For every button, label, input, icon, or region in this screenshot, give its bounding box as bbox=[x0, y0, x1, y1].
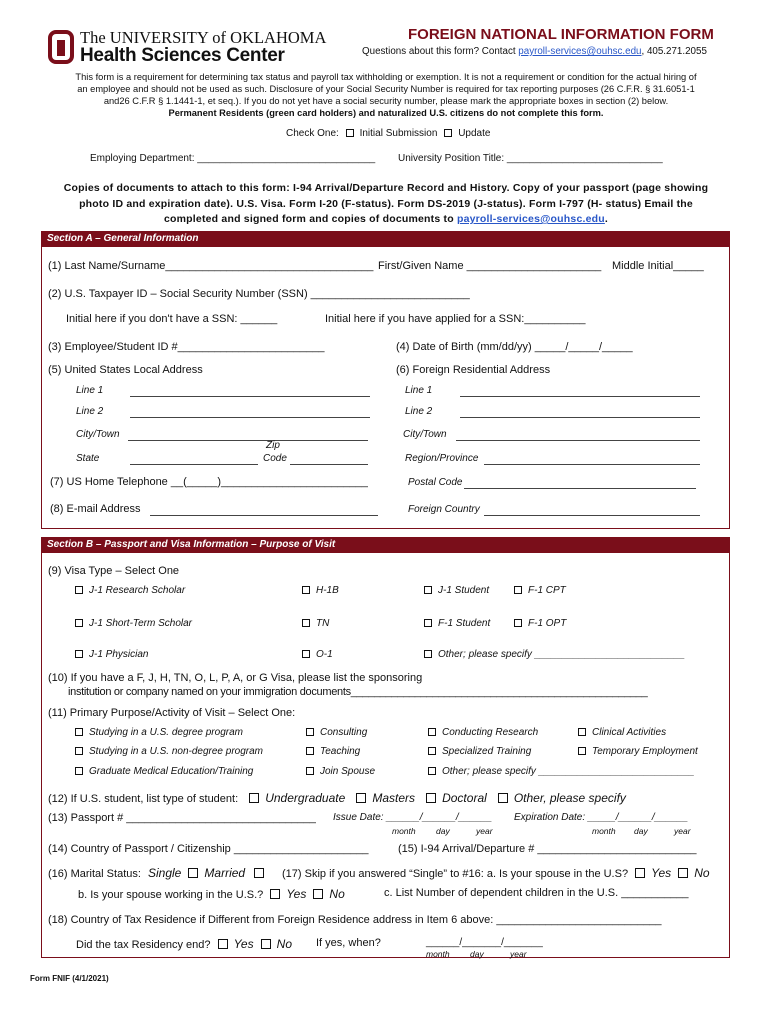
purpose-clinical-checkbox[interactable] bbox=[578, 728, 586, 736]
purpose-option[interactable] bbox=[306, 727, 367, 738]
purpose-training-checkbox[interactable] bbox=[428, 747, 436, 755]
visa-option[interactable] bbox=[75, 618, 192, 629]
visa-option[interactable] bbox=[75, 649, 148, 660]
visa-option[interactable] bbox=[302, 585, 339, 596]
spouse-in-us-yes-checkbox[interactable] bbox=[635, 868, 645, 878]
form-title: FOREIGN NATIONAL INFORMATION FORM bbox=[408, 26, 714, 43]
contact-email-link[interactable]: payroll-services@ouhsc.edu bbox=[518, 46, 642, 57]
spouse-working-no-checkbox[interactable] bbox=[313, 889, 323, 899]
purpose-temp-employment-checkbox[interactable] bbox=[578, 747, 586, 755]
tax-end-month-label: month bbox=[426, 949, 450, 959]
check-one-label: Check One: bbox=[286, 128, 339, 139]
region-input[interactable] bbox=[484, 464, 700, 465]
yes-label: Yes bbox=[286, 887, 307, 901]
section-b-header: Section B – Passport and Visa Information – Purpose of Visit bbox=[41, 537, 730, 553]
tax-residency-end-row bbox=[76, 937, 292, 951]
other-student-label: Other, please specify bbox=[513, 791, 626, 805]
email-input[interactable] bbox=[150, 515, 378, 516]
tax-residence-country-field[interactable]: (18) Country of Tax Residence if Different from Foreign Residence address in Item 6 above: ___________________________ bbox=[48, 914, 662, 926]
spouse-working-label: b. Is your spouse working in the U.S.? bbox=[78, 889, 264, 901]
copies-line3-prefix: completed and signed form and copies of documents to bbox=[163, 213, 457, 225]
visa-j1-research-checkbox[interactable] bbox=[75, 586, 83, 594]
visa-option[interactable] bbox=[75, 585, 185, 596]
purpose-label: Join Spouse bbox=[320, 766, 376, 777]
visa-option[interactable] bbox=[514, 585, 566, 596]
center-name: Health Sciences Center bbox=[80, 45, 285, 66]
spouse-working-yes-checkbox[interactable] bbox=[270, 889, 280, 899]
visa-option[interactable] bbox=[302, 618, 329, 629]
visa-label: J-1 Research Scholar bbox=[89, 585, 186, 596]
other-student-checkbox[interactable] bbox=[498, 793, 508, 803]
payroll-email-link[interactable]: payroll-services@ouhsc.edu bbox=[456, 213, 605, 225]
copies-line: Copies of documents to attach to this form: I-94 Arrival/Departure Record and History. Copy of your passport (page showing bbox=[63, 182, 709, 194]
region-label: Region/Province bbox=[405, 453, 479, 464]
visa-option[interactable] bbox=[424, 618, 490, 629]
visa-type-label: (9) Visa Type – Select One bbox=[48, 565, 180, 577]
intro-line: This form is a requirement for determining tax status and payroll tax withholding or exemption. It is not a requirement or condition for the actual hiring of bbox=[75, 72, 697, 82]
no-label: No bbox=[329, 887, 345, 901]
foreign-country-input[interactable] bbox=[484, 515, 700, 516]
intro-line: and26 C.F.R § 1.1441-1, et seq.). If you do not yet have a social security number, please mark the appropriate boxes in section (2) below. bbox=[103, 96, 669, 107]
purpose-consulting-checkbox[interactable] bbox=[306, 728, 314, 736]
intro-line: an employee and should not be used as such. Disclosure of your Social Security Number is required for tax reporting purposes (26 C.F.R. § 31.6051-1 bbox=[77, 84, 695, 95]
purpose-label: Graduate Medical Education/Training bbox=[89, 766, 254, 777]
copies-instructions bbox=[40, 181, 732, 228]
purpose-option[interactable] bbox=[578, 746, 698, 757]
issue-month-label: month bbox=[392, 826, 416, 836]
check-one-row bbox=[286, 128, 490, 139]
visa-h1b-checkbox[interactable] bbox=[302, 586, 310, 594]
form-version-footer: Form FNIF (4/1/2021) bbox=[30, 974, 109, 983]
purpose-label: Clinical Activities bbox=[592, 727, 667, 738]
doctoral-checkbox[interactable] bbox=[426, 793, 436, 803]
foreign-address-label: (6) Foreign Residential Address bbox=[396, 364, 551, 376]
section-a-header: Section A – General Information bbox=[41, 231, 730, 247]
passport-country-field[interactable]: (14) Country of Passport / Citizenship ______________________ bbox=[48, 843, 369, 855]
no-ssn-initial-field[interactable]: Initial here if you don't have a SSN: ______ bbox=[66, 313, 278, 325]
doctoral-label: Doctoral bbox=[442, 791, 487, 805]
position-title-field[interactable]: University Position Title: ____________________________ bbox=[398, 153, 663, 164]
issue-date-field[interactable]: Issue Date: ______/______/______ bbox=[333, 812, 493, 823]
purpose-label: Other; please specify ____________________________ bbox=[442, 766, 695, 777]
purpose-label: Teaching bbox=[320, 746, 361, 757]
purpose-option[interactable] bbox=[578, 727, 666, 738]
yes-label: Yes bbox=[651, 866, 672, 880]
us-address-label: (5) United States Local Address bbox=[48, 364, 203, 376]
single-label: Single bbox=[147, 866, 182, 880]
foreign-line1-label: Line 1 bbox=[405, 385, 433, 396]
tax-end-yes-checkbox[interactable] bbox=[218, 939, 228, 949]
us-line1-label: Line 1 bbox=[76, 385, 104, 396]
passport-number-field[interactable]: (13) Passport # _______________________________ bbox=[48, 812, 316, 824]
purpose-other-checkbox[interactable] bbox=[428, 767, 436, 775]
student-type-label: (12) If U.S. student, list type of student: bbox=[48, 793, 239, 805]
purpose-label: Consulting bbox=[320, 727, 368, 738]
ssn-field[interactable]: (2) U.S. Taxpayer ID – Social Security Number (SSN) __________________________ bbox=[48, 288, 470, 300]
zip-label-top: Zip bbox=[266, 440, 280, 451]
tax-residency-end-label: Did the tax Residency end? bbox=[76, 939, 211, 951]
masters-checkbox[interactable] bbox=[356, 793, 366, 803]
zip-code-input[interactable] bbox=[290, 464, 368, 465]
update-checkbox[interactable] bbox=[444, 129, 452, 137]
expiration-year-label: year bbox=[674, 826, 691, 836]
copies-line3-suffix: . bbox=[604, 213, 608, 225]
no-label: No bbox=[276, 937, 293, 951]
tax-end-date-field[interactable]: ______/_______/_______ bbox=[426, 937, 543, 948]
visa-option[interactable] bbox=[424, 649, 685, 660]
purpose-label: Conducting Research bbox=[442, 727, 539, 738]
purpose-option[interactable] bbox=[75, 746, 263, 757]
i94-number-field[interactable]: (15) I-94 Arrival/Departure # __________________________ bbox=[398, 843, 697, 855]
purpose-option[interactable] bbox=[428, 746, 531, 757]
visa-other-checkbox[interactable] bbox=[424, 650, 432, 658]
foreign-city-input[interactable] bbox=[456, 440, 700, 441]
last-name-field[interactable]: (1) Last Name/Surname__________________________________ bbox=[48, 260, 374, 272]
sponsor-label: (10) If you have a F, J, H, TN, O, L, P, A, or G Visa, please list the sponsoring bbox=[48, 672, 423, 684]
spouse-in-us-label: (17) Skip if you answered “Single” to #16: a. Is your spouse in the U.S? bbox=[282, 868, 629, 880]
zip-code-label: Code bbox=[263, 453, 287, 464]
middle-initial-field[interactable]: Middle Initial_____ bbox=[612, 260, 704, 272]
visa-label: O-1 bbox=[316, 649, 333, 660]
marital-status-row bbox=[48, 866, 270, 880]
visa-label: H-1B bbox=[316, 585, 339, 596]
us-city-input[interactable] bbox=[128, 440, 368, 441]
date-of-birth-field[interactable]: (4) Date of Birth (mm/dd/yy) _____/_____/_____ bbox=[396, 341, 633, 353]
visa-tn-checkbox[interactable] bbox=[302, 619, 310, 627]
contact-phone: , 405.271.2055 bbox=[641, 46, 707, 57]
copies-line bbox=[40, 212, 732, 228]
if-yes-when-label: If yes, when? bbox=[316, 937, 381, 949]
copies-line: photo ID and expiration date). U.S. Visa. Form I-20 (F-status). Form DS-2019 (J-status). Form I-797 (H- status) Email the bbox=[79, 197, 693, 210]
visa-option[interactable] bbox=[424, 585, 489, 596]
purpose-research-checkbox[interactable] bbox=[428, 728, 436, 736]
us-city-label: City/Town bbox=[76, 429, 120, 440]
visa-f1-student-checkbox[interactable] bbox=[424, 619, 432, 627]
visa-label: TN bbox=[316, 618, 330, 629]
visa-label: F-1 OPT bbox=[528, 618, 567, 629]
expiration-month-label: month bbox=[592, 826, 616, 836]
spouse-in-us-row bbox=[282, 866, 710, 880]
contact-prefix: Questions about this form? Contact bbox=[362, 46, 519, 57]
postal-code-input[interactable] bbox=[464, 488, 696, 489]
foreign-line2-input[interactable] bbox=[460, 417, 700, 418]
married-label: Married bbox=[204, 866, 246, 880]
purpose-label: Temporary Employment bbox=[592, 746, 698, 757]
visa-f1-opt-checkbox[interactable] bbox=[514, 619, 522, 627]
marital-status-label: (16) Marital Status: bbox=[48, 868, 141, 880]
issue-day-label: day bbox=[436, 826, 450, 836]
initial-submission-checkbox[interactable] bbox=[346, 129, 354, 137]
masters-label: Masters bbox=[372, 791, 416, 805]
university-name: The UNIVERSITY of OKLAHOMA bbox=[80, 28, 327, 47]
ou-logo bbox=[48, 30, 74, 64]
visa-f1-cpt-checkbox[interactable] bbox=[514, 586, 522, 594]
visa-label: F-1 Student bbox=[438, 618, 491, 629]
purpose-us-degree-checkbox[interactable] bbox=[75, 728, 83, 736]
sponsor-field[interactable]: institution or company named on your immigration documents___________________________________________________ bbox=[68, 686, 648, 698]
visa-option[interactable] bbox=[514, 618, 566, 629]
visa-option[interactable] bbox=[302, 649, 333, 660]
undergraduate-checkbox[interactable] bbox=[249, 793, 259, 803]
tax-end-no-checkbox[interactable] bbox=[261, 939, 271, 949]
foreign-country-label: Foreign Country bbox=[408, 504, 480, 515]
yes-label: Yes bbox=[233, 937, 254, 951]
purpose-gme-checkbox[interactable] bbox=[75, 767, 83, 775]
purpose-option[interactable] bbox=[75, 766, 253, 777]
purpose-teaching-checkbox[interactable] bbox=[306, 747, 314, 755]
no-label: No bbox=[694, 866, 710, 880]
employing-department-field[interactable]: Employing Department: ________________________________ bbox=[90, 153, 376, 164]
visa-o1-checkbox[interactable] bbox=[302, 650, 310, 658]
purpose-label: Studying in a U.S. degree program bbox=[89, 727, 243, 738]
single-checkbox[interactable] bbox=[188, 868, 198, 878]
purpose-non-degree-checkbox[interactable] bbox=[75, 747, 83, 755]
visa-label: Other; please specify ___________________________ bbox=[438, 649, 685, 660]
undergraduate-label: Undergraduate bbox=[265, 791, 346, 805]
visa-label: J-1 Short-Term Scholar bbox=[89, 618, 192, 629]
visa-label: J-1 Student bbox=[438, 585, 490, 596]
tax-end-year-label: year bbox=[510, 949, 527, 959]
visa-j1-student-checkbox[interactable] bbox=[424, 586, 432, 594]
purpose-option[interactable] bbox=[306, 766, 375, 777]
tax-end-day-label: day bbox=[470, 949, 484, 959]
purpose-option[interactable] bbox=[428, 727, 538, 738]
issue-year-label: year bbox=[476, 826, 493, 836]
visa-label: F-1 CPT bbox=[528, 585, 566, 596]
first-name-field[interactable]: First/Given Name ______________________ bbox=[378, 260, 602, 272]
us-state-input[interactable] bbox=[130, 464, 258, 465]
married-checkbox[interactable] bbox=[254, 868, 264, 878]
purpose-label: Specialized Training bbox=[442, 746, 532, 757]
initial-submission-label: Initial Submission bbox=[359, 128, 438, 139]
purpose-label: (11) Primary Purpose/Activity of Visit – Select One: bbox=[48, 707, 296, 719]
spouse-in-us-no-checkbox[interactable] bbox=[678, 868, 688, 878]
us-telephone-field[interactable]: (7) US Home Telephone __(_____)________________________ bbox=[50, 476, 368, 488]
us-line1-input[interactable] bbox=[130, 396, 370, 397]
foreign-line1-input[interactable] bbox=[460, 396, 700, 397]
expiration-date-field[interactable]: Expiration Date: _____/______/______ bbox=[514, 812, 689, 823]
purpose-option[interactable] bbox=[306, 746, 360, 757]
update-label: Update bbox=[458, 128, 491, 139]
intro-line-bold: Permanent Residents (green card holders) and naturalized U.S. citizens do not complete this form. bbox=[168, 108, 604, 119]
us-line2-input[interactable] bbox=[130, 417, 370, 418]
foreign-city-label: City/Town bbox=[403, 429, 447, 440]
purpose-label: Studying in a U.S. non-degree program bbox=[89, 746, 263, 757]
visa-j1-physician-checkbox[interactable] bbox=[75, 650, 83, 658]
intro-paragraph bbox=[30, 71, 742, 119]
us-state-label: State bbox=[76, 453, 100, 464]
dependent-children-field[interactable]: c. List Number of dependent children in the U.S. ___________ bbox=[384, 887, 689, 899]
applied-ssn-initial-field[interactable]: Initial here if you have applied for a SSN:__________ bbox=[325, 313, 586, 325]
visa-j1-short-term-checkbox[interactable] bbox=[75, 619, 83, 627]
postal-code-label: Postal Code bbox=[408, 477, 463, 488]
visa-label: J-1 Physician bbox=[89, 649, 149, 660]
us-line2-label: Line 2 bbox=[76, 406, 104, 417]
employee-id-field[interactable]: (3) Employee/Student ID #________________________ bbox=[48, 341, 325, 353]
spouse-working-row bbox=[78, 887, 345, 901]
expiration-day-label: day bbox=[634, 826, 648, 836]
contact-line bbox=[362, 46, 707, 57]
purpose-option[interactable] bbox=[75, 727, 243, 738]
purpose-join-spouse-checkbox[interactable] bbox=[306, 767, 314, 775]
foreign-line2-label: Line 2 bbox=[405, 406, 433, 417]
email-label: (8) E-mail Address bbox=[50, 503, 141, 515]
purpose-option[interactable] bbox=[428, 766, 694, 777]
student-type-row bbox=[48, 791, 626, 805]
